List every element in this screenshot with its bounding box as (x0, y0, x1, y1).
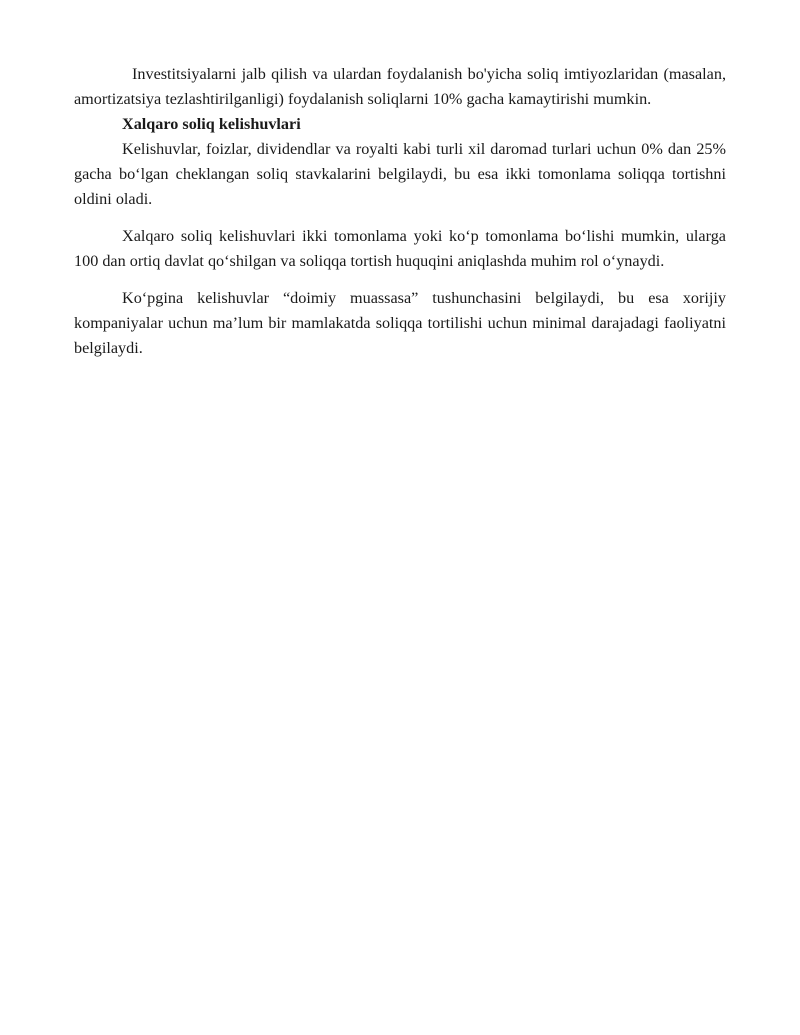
paragraph-permanent-establishment: Ko‘pgina kelishuvlar “doimiy muassasa” tushunchasini belgilaydi, bu esa xorijiy kompaniyalar uchun ma’lum bir mamlakatda soliqqa tortilishi uchun minimal darajadagi faoliyatni belgilaydi. (74, 289, 726, 357)
document-page (74, 62, 726, 361)
section-heading: Xalqaro soliq kelishuvlari (122, 115, 301, 133)
paragraph-treaty-rates: Kelishuvlar, foizlar, dividendlar va royalti kabi turli xil daromad turlari uchun 0% dan 25% gacha bo‘lgan cheklangan soliq stavkalarini belgilaydi, bu esa ikki tomonlama soliqqa tortishni oldini oladi. (74, 140, 726, 208)
paragraph-tax-incentives: Investitsiyalarni jalb qilish va ulardan foydalanish bo'yicha soliq imtiyozlaridan (masalan, amortizatsiya tezlashtirilganligi) foydalanish soliqlarni 10% gacha kamaytirishi mumkin. (74, 65, 726, 108)
paragraph-treaty-types: Xalqaro soliq kelishuvlari ikki tomonlama yoki ko‘p tomonlama bo‘lishi mumkin, ularga 100 dan ortiq davlat qo‘shilgan va soliqqa tortish huquqini aniqlashda muhim rol o‘ynaydi. (74, 227, 726, 270)
